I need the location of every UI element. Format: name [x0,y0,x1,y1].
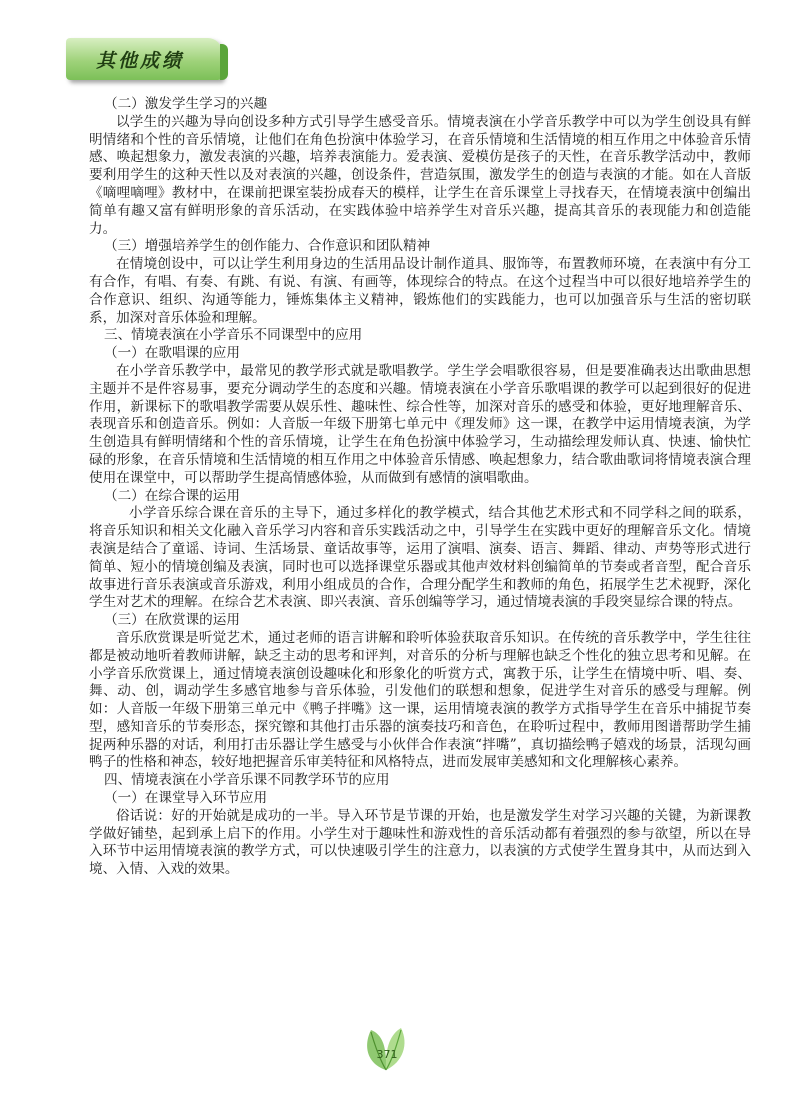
paragraph: 在小学音乐教学中，最常见的教学形式就是歌唱教学。学生学会唱歌很容易，但是要准确表达出歌曲思想主题并不是件容易事，要充分调动学生的态度和兴趣。情境表演在小学音乐歌唱课的教学可以起到很好的促进作用，新课标下的歌唱教学需要从娱乐性、趣味性、综合性等，加深对音乐的感受和体验，更好地理解音乐、表现音乐和创造音乐。例如：人音版一年级下册第七单元中《理发师》这一课，在教学中运用情境表演，为学生创造具有鲜明情绪和个性的音乐情境，让学生在角色扮演中体验学习，生动描绘理发师认真、快速、愉快忙碌的形象，在音乐情境和生活情境的相互作用之中体验音乐情感、唤起想象力，结合歌曲歌词将情境表演合理使用在课堂中，可以帮助学生提高情感体验，从而做到有感情的演唱歌曲。 [89,362,751,486]
banner-title: 其他成绩 [96,50,185,72]
page-number: 371 [376,1048,398,1061]
section-heading: 四、情境表演在小学音乐课不同教学环节的应用 [104,772,390,789]
subheading: （三）在欣赏课的运用 [104,612,240,629]
paragraph: 音乐欣赏课是听觉艺术，通过老师的语言讲解和聆听体验获取音乐知识。在传统的音乐教学中，学生往往都是被动地听着教师讲解，缺乏主动的思考和评判，对音乐的分析与理解也缺乏个性化的独立思考和见解。在小学音乐欣赏课上，通过情境表演创设趣味化和形象化的听赏方式，寓教于乐，让学生在情境中听、唱、奏、舞、动、创，调动学生多感官地参与音乐体验，引发他们的联想和想象，促进学生对音乐的感受与理解。例如：人音版一年级下册第三单元中《鸭子拌嘴》这一课，运用情境表演的教学方式指导学生在音乐中捕捉节奏型，感知音乐的节奏形态，探究镲和其他打击乐器的演奏技巧和音色，在聆听过程中，教师用图谱帮助学生捕捉两种乐器的对话，利用打击乐器让学生感受与小伙伴合作表演“拌嘴”，真切描绘鸭子嬉戏的场景，活现勾画鸭子的性格和神态，较好地把握音乐审美特征和风格特点，进而发展审美感知和文化理解核心素养。 [89,629,751,771]
subheading: （二）在综合课的运用 [104,487,240,504]
paragraph: 俗话说：好的开始就是成功的一半。导入环节是节课的开始，也是激发学生对学习兴趣的关键，为新课教学做好铺垫，起到承上启下的作用。小学生对于趣味性和游戏性的音乐活动都有着强烈的参与欲望，所以在导入环节中运用情境表演的教学方式，可以快速吸引学生的注意力，以表演的方式使学生置身其中，从而达到入境、入情、入戏的效果。 [89,807,751,878]
subheading: （一）在课堂导入环节应用 [104,790,268,807]
subheading: （三）增强培养学生的创作能力、合作意识和团队精神 [104,238,431,255]
subheading: （二）激发学生学习的兴趣 [104,96,268,112]
paragraph: 以学生的兴趣为导向创设多种方式引导学生感受音乐。情境表演在小学音乐教学中可以为学生创设具有鲜明情绪和个性的音乐情境，让他们在角色扮演中体验学习，在音乐情境和生活情境的相互作用之中体验音乐情感、唤起想象力，激发表演的兴趣，培养表演能力。爱表演、爱模仿是孩子的天性，在音乐教学活动中，教师要利用学生的这种天性以及对表演的兴趣，创设条件，营造氛围，激发学生的创造与表演的才能。如在人音版《嘀哩嘀哩》教材中，在课前把课室装扮成春天的模样，让学生在音乐课堂上寻找春天，在情境表演中创编出简单有趣又富有鲜明形象的音乐活动，在实践体验中培养学生对音乐兴趣，提高其音乐的表现能力和创造能力。 [89,113,751,237]
paragraph: 在情境创设中，可以让学生利用身边的生活用品设计制作道具、服饰等，布置教师环境，在表演中有分工有合作，有唱、有奏、有跳、有说、有演、有画等，体现综合的特点。在这个过程当中可以很好地培养学生的合作意识、组织、沟通等能力，锤炼集体主义精神，锻炼他们的实践能力，也可以加强音乐与生活的密切联系，加深对音乐体验和理解。 [89,256,751,326]
paragraph: 小学音乐综合课在音乐的主导下，通过多样化的教学模式，结合其他艺术形式和不同学科之间的联系，将音乐知识和相关文化融入音乐学习内容和音乐实践活动之中，引导学生在实践中更好的理解音乐文化。情境表演是结合了童谣、诗词、生活场景、童话故事等，运用了演唱、演奏、语言、舞蹈、律动、声势等形式进行简单、短小的情境创编及表演，同时也可以选择课堂乐器或其他声效材料创编简单的节奏或者音型，配合音乐故事进行音乐表演或音乐游戏，利用小组成员的合作，合理分配学生和教师的角色，拓展学生艺术视野，深化学生对艺术的理解。在综合艺术表演、即兴表演、音乐创编等学习，通过情境表演的手段突显综合课的特点。 [89,505,751,611]
article-body [89,96,751,879]
subheading: （一）在歌唱课的应用 [104,345,240,362]
section-heading: 三、情境表演在小学音乐不同课型中的应用 [104,327,363,344]
section-banner [66,38,222,80]
